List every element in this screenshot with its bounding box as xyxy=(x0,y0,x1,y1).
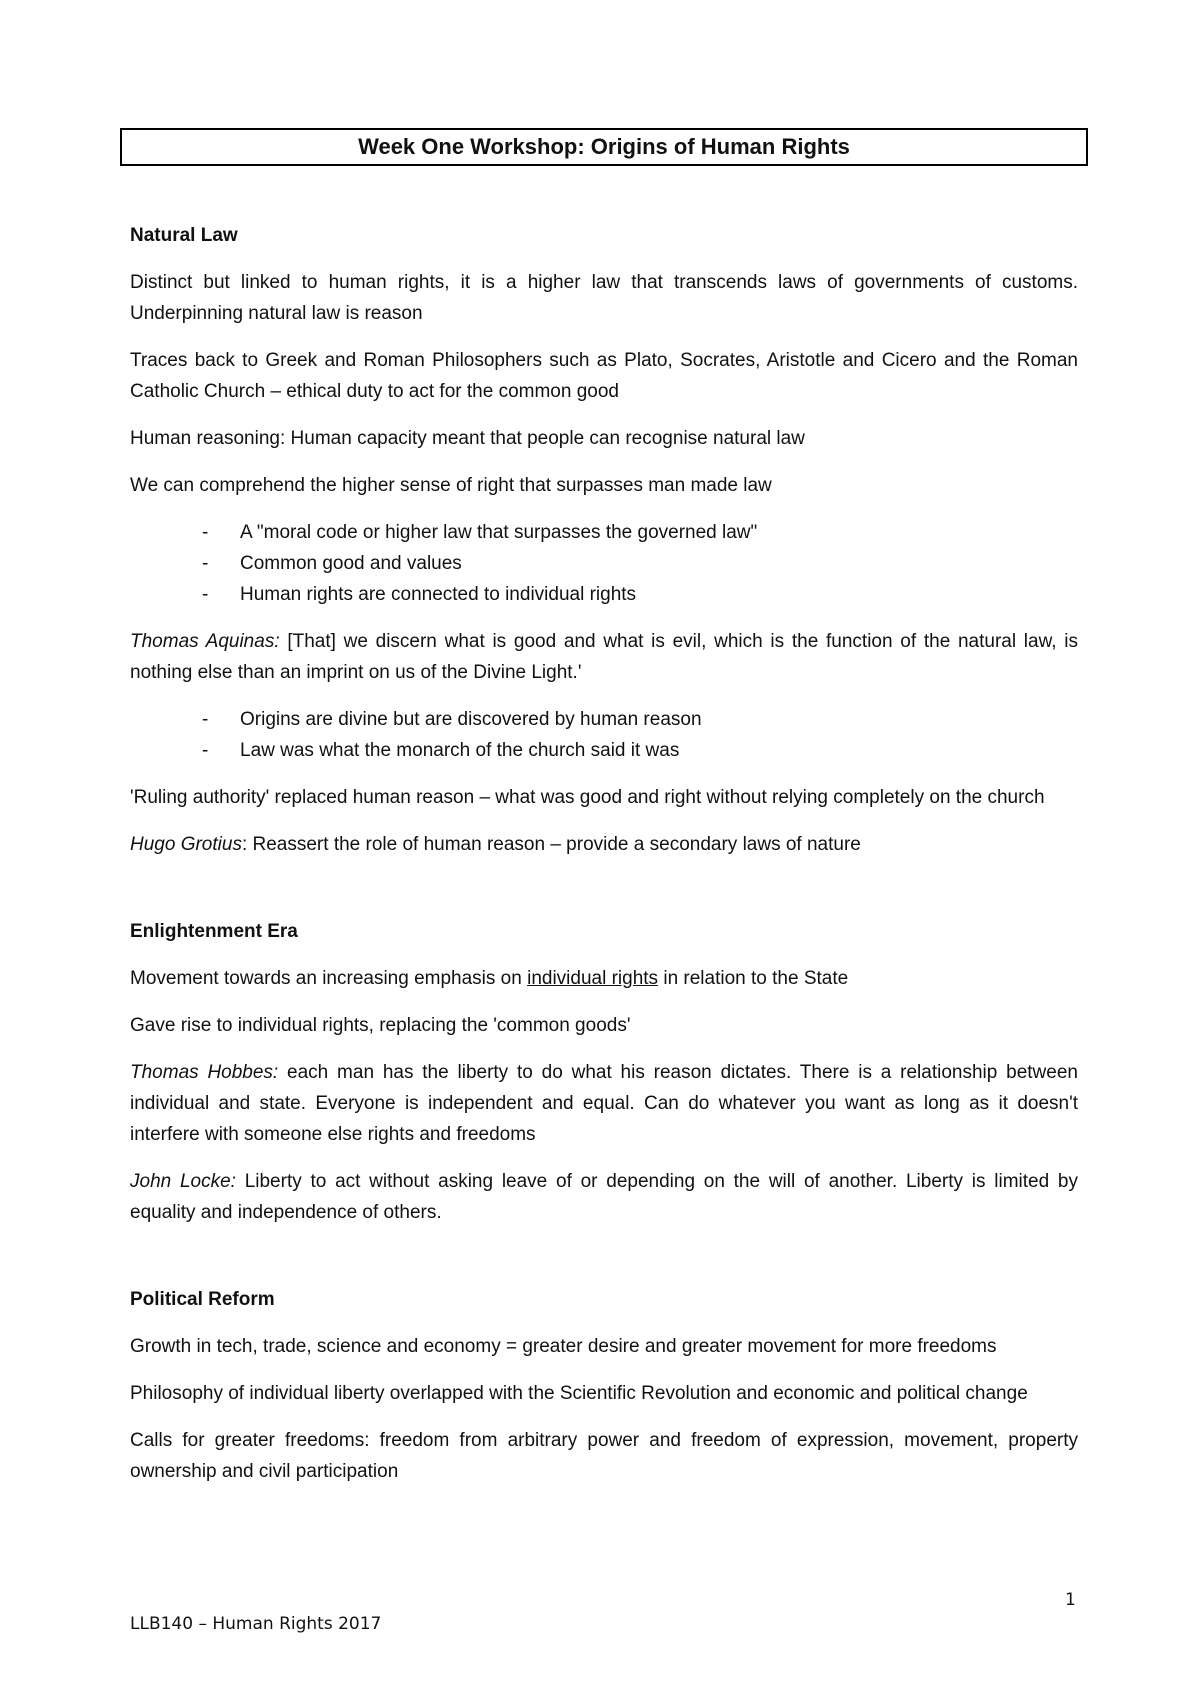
dash-list xyxy=(130,704,1078,766)
dash-bullet: - xyxy=(202,522,209,543)
paragraph: Movement towards an increasing emphasis on individual rights in relation to the State xyxy=(130,968,849,989)
dash-bullet: - xyxy=(202,553,209,574)
list-item: - Law was what the monarch of the church said it was xyxy=(130,735,1078,766)
underlined-term: individual rights xyxy=(527,968,659,989)
list-item: - Common good and values xyxy=(130,548,1078,579)
list-item: - A "moral code or higher law that surpasses the governed law" xyxy=(130,517,1078,548)
dash-bullet: - xyxy=(202,709,209,730)
paragraph-locke: John Locke: Liberty to act without asking leave of or depending on the will of another. Liberty is limited by equality and independence of others. xyxy=(130,1171,1078,1223)
paragraph-grotius: Hugo Grotius: Reassert the role of human reason – provide a secondary laws of nature xyxy=(130,834,861,855)
section-heading-enlightenment: Enlightenment Era xyxy=(130,921,298,942)
section-heading-natural-law: Natural Law xyxy=(130,225,238,246)
paragraph: 'Ruling authority' replaced human reason – what was good and right without relying completely on the church xyxy=(130,787,1045,808)
document-title: Week One Workshop: Origins of Human Rights xyxy=(120,128,1088,166)
person-name: Thomas Aquinas: xyxy=(130,631,280,652)
page-footer: LLB140 – Human Rights 2017 xyxy=(130,1614,382,1634)
paragraph: Traces back to Greek and Roman Philosophers such as Plato, Socrates, Aristotle and Cicero and the Roman Catholic Church – ethical duty to act for the common good xyxy=(130,350,1078,402)
dash-bullet: - xyxy=(202,584,209,605)
person-name: John Locke: xyxy=(130,1171,236,1192)
page-number: 1 xyxy=(1065,1590,1076,1610)
paragraph-hobbes: Thomas Hobbes: each man has the liberty to do what his reason dictates. There is a relationship between individual and state. Everyone is independent and equal. Can do whatever you want as long as it doesn't interfere with someone else rights and freedoms xyxy=(130,1062,1078,1145)
paragraph: Calls for greater freedoms: freedom from arbitrary power and freedom of expression, movement, property ownership and civil participation xyxy=(130,1430,1078,1482)
person-name: Thomas Hobbes: xyxy=(130,1062,279,1083)
paragraph: Human reasoning: Human capacity meant that people can recognise natural law xyxy=(130,428,805,449)
list-item: - Human rights are connected to individual rights xyxy=(130,579,1078,610)
paragraph: Gave rise to individual rights, replacing the 'common goods' xyxy=(130,1015,631,1036)
paragraph-aquinas: Thomas Aquinas: [That] we discern what is good and what is evil, which is the function of the natural law, is nothing else than an imprint on us of the Divine Light.' xyxy=(130,631,1078,683)
paragraph: Growth in tech, trade, science and economy = greater desire and greater movement for more freedoms xyxy=(130,1336,997,1357)
list-item: - Origins are divine but are discovered by human reason xyxy=(130,704,1078,735)
paragraph: Distinct but linked to human rights, it is a higher law that transcends laws of governments of customs. Underpinning natural law is reason xyxy=(130,272,1078,324)
document-body xyxy=(130,220,1078,1503)
dash-bullet: - xyxy=(202,740,209,761)
section-heading-political-reform: Political Reform xyxy=(130,1289,275,1310)
person-name: Hugo Grotius xyxy=(130,834,242,855)
paragraph: Philosophy of individual liberty overlapped with the Scientific Revolution and economic and political change xyxy=(130,1383,1028,1404)
paragraph: We can comprehend the higher sense of right that surpasses man made law xyxy=(130,475,772,496)
dash-list xyxy=(130,517,1078,610)
